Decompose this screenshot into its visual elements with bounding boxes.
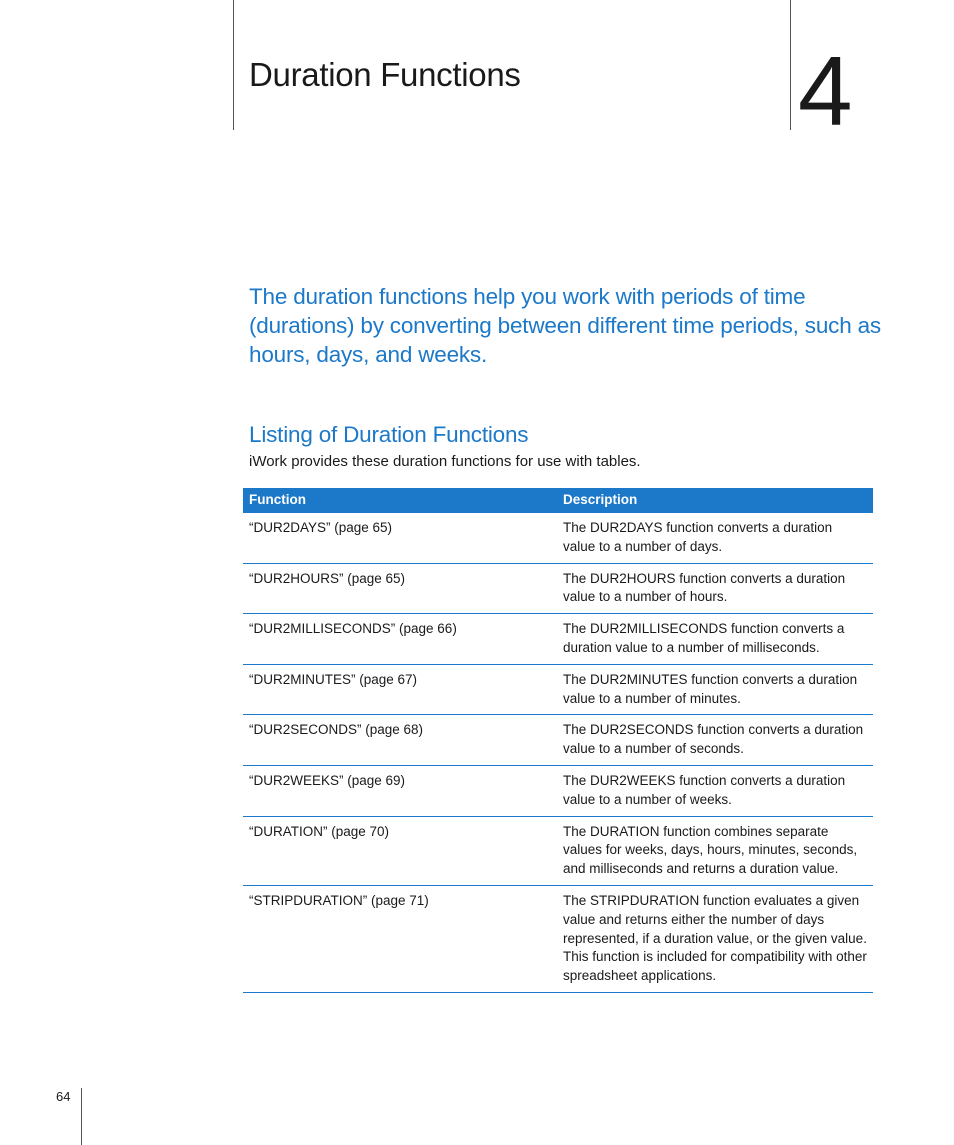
table-row xyxy=(243,715,873,766)
table-row xyxy=(243,614,873,665)
section-text: iWork provides these duration functions for use with tables. xyxy=(249,453,641,470)
function-description: The DUR2MILLISECONDS function converts a duration value to a number of milliseconds. xyxy=(557,614,873,665)
footer-rule xyxy=(81,1088,82,1145)
function-description: The DUR2HOURS function converts a duration value to a number of hours. xyxy=(557,563,873,614)
table-row xyxy=(243,563,873,614)
function-description: The DURATION function combines separate values for weeks, days, hours, minutes, seconds, and milliseconds and returns a duration value. xyxy=(557,816,873,885)
table-row xyxy=(243,664,873,715)
function-link[interactable]: “DUR2SECONDS” (page 68) xyxy=(243,715,557,766)
function-link[interactable]: “DUR2WEEKS” (page 69) xyxy=(243,765,557,816)
chapter-left-rule xyxy=(233,0,234,130)
table-row xyxy=(243,765,873,816)
function-link[interactable]: “DUR2MINUTES” (page 67) xyxy=(243,664,557,715)
function-description: The DUR2MINUTES function converts a duration value to a number of minutes. xyxy=(557,664,873,715)
header-description: Description xyxy=(557,488,873,513)
table-row xyxy=(243,885,873,992)
function-table xyxy=(243,488,873,993)
function-link[interactable]: “DUR2HOURS” (page 65) xyxy=(243,563,557,614)
chapter-right-rule xyxy=(790,0,791,130)
function-link[interactable]: “DUR2MILLISECONDS” (page 66) xyxy=(243,614,557,665)
chapter-intro: The duration functions help you work with periods of time (durations) by converting between different time periods, such as hours, days, and weeks. xyxy=(249,284,881,367)
table-row xyxy=(243,816,873,885)
function-description: The STRIPDURATION function evaluates a given value and returns either the number of days represented, if a duration value, or the given value. This function is included for compatibility with other spreadsheet applications. xyxy=(557,885,873,992)
function-description: The DUR2SECONDS function converts a duration value to a number of seconds. xyxy=(557,715,873,766)
table-row xyxy=(243,513,873,563)
function-description: The DUR2DAYS function converts a duration value to a number of days. xyxy=(557,513,873,563)
page-number: 64 xyxy=(56,1089,71,1104)
chapter-title: Duration Functions xyxy=(249,56,521,93)
function-link[interactable]: “DUR2DAYS” (page 65) xyxy=(243,513,557,563)
section-heading: Listing of Duration Functions xyxy=(249,422,529,447)
chapter-number: 4 xyxy=(798,36,851,146)
table-header-row xyxy=(243,488,873,513)
function-link[interactable]: “STRIPDURATION” (page 71) xyxy=(243,885,557,992)
header-function: Function xyxy=(243,488,557,513)
function-link[interactable]: “DURATION” (page 70) xyxy=(243,816,557,885)
function-description: The DUR2WEEKS function converts a duration value to a number of weeks. xyxy=(557,765,873,816)
